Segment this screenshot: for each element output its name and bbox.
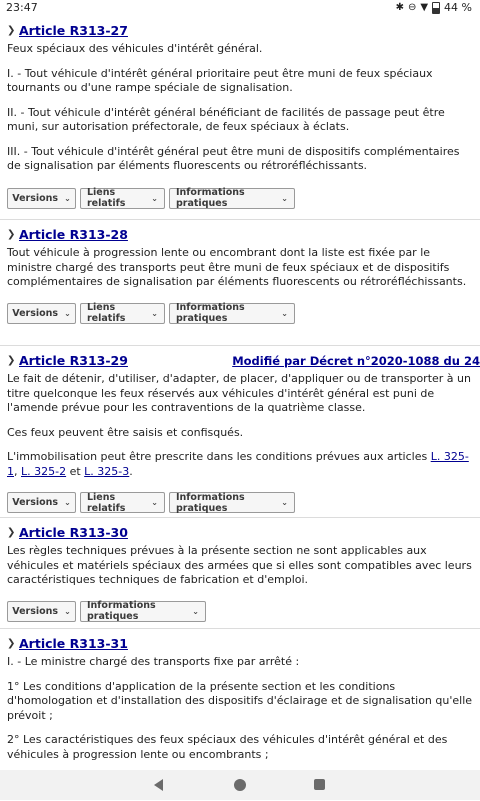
article-r313-27 bbox=[0, 16, 480, 220]
liens-relatifs-button[interactable]: Liens relatifs ⌄ bbox=[80, 188, 165, 209]
status-bar bbox=[0, 0, 480, 16]
article-paragraph: Les règles techniques prévues à la présente section ne sont applicables aux véhicules et matériels spéciaux des armées que si elles sont compatibles avec leurs caractéristiques techniques de fabrication et d'emploi. bbox=[7, 544, 472, 586]
article-actions bbox=[7, 492, 480, 513]
article-paragraph: Le fait de détenir, d'utiliser, d'adapter, de placer, d'appliquer ou de transporter à un titre quelconque les feux réservés aux véhicules d'intérêt général est puni de l'amende prévue pour les contraventions de la quatrième classe. bbox=[7, 372, 471, 414]
chevron-down-icon: ⌄ bbox=[151, 498, 158, 507]
versions-button[interactable]: Versions ⌄ bbox=[7, 188, 76, 209]
battery-level: 44 % bbox=[444, 1, 472, 14]
article-title[interactable]: Article R313-31 bbox=[19, 636, 128, 651]
informations-pratiques-button[interactable]: Informations pratiques ⌄ bbox=[169, 492, 295, 513]
article-r313-29 bbox=[0, 346, 480, 518]
informations-pratiques-button[interactable]: Informations pratiques ⌄ bbox=[169, 303, 295, 324]
article-header bbox=[7, 629, 480, 651]
versions-button[interactable]: Versions ⌄ bbox=[7, 492, 76, 513]
liens-relatifs-button[interactable]: Liens relatifs ⌄ bbox=[80, 492, 165, 513]
chevron-down-icon: ⌄ bbox=[64, 606, 71, 616]
wifi-icon: ▼ bbox=[420, 1, 429, 13]
chevron-down-icon: ⌄ bbox=[281, 498, 288, 507]
informations-pratiques-button[interactable]: Informations pratiques ⌄ bbox=[80, 601, 206, 622]
article-paragraph: III. - Tout véhicule d'intérêt général peut être muni de dispositifs complémentaires de signalisation par éléments fluorescents ou rétroréfléchissants. bbox=[7, 144, 460, 172]
article-title[interactable]: Article R313-28 bbox=[19, 227, 128, 242]
article-paragraph: 1° Les conditions d'application de la présente section et les conditions d'homologation et d'installation des dispositifs d'éclairage et de signalisation qu'elle prévoit ; bbox=[7, 679, 473, 722]
article-header bbox=[7, 518, 480, 540]
article-paragraph: Feux spéciaux des véhicules d'intérêt général. bbox=[7, 42, 263, 55]
article-actions bbox=[7, 188, 480, 209]
article-paragraph: L'immobilisation peut être prescrite dans les conditions prévues aux articles L. 325-1, L. 325-2 et L. 325-3. bbox=[7, 450, 469, 478]
article-header bbox=[7, 16, 480, 38]
article-paragraph: I. - Le ministre chargé des transports fixe par arrêté : bbox=[7, 655, 300, 668]
chevron-down-icon: ⌄ bbox=[151, 308, 158, 318]
article-title[interactable]: Article R313-29 bbox=[19, 353, 128, 368]
chevron-down-icon: ⌄ bbox=[64, 308, 71, 318]
article-paragraph: II. - Tout véhicule d'intérêt général bénéficiant de facilités de passage peut être muni, sur autorisation préfectorale, de feux spéciaux à éclats. bbox=[7, 105, 445, 133]
versions-button[interactable]: Versions ⌄ bbox=[7, 601, 76, 622]
do-not-disturb-icon: ⊖ bbox=[407, 1, 417, 13]
navigation-bar bbox=[0, 770, 480, 800]
home-icon[interactable] bbox=[234, 779, 246, 791]
chevron-down-icon: ⌄ bbox=[151, 193, 158, 203]
article-r313-28 bbox=[0, 220, 480, 346]
versions-button[interactable]: Versions ⌄ bbox=[7, 303, 76, 324]
article-r313-30 bbox=[0, 518, 480, 629]
article-title[interactable]: Article R313-30 bbox=[19, 525, 128, 540]
chevron-right-icon[interactable]: ❯ bbox=[7, 638, 16, 649]
article-header bbox=[7, 346, 480, 368]
status-icons bbox=[396, 1, 472, 14]
status-time: 23:47 bbox=[6, 1, 38, 14]
liens-relatifs-button[interactable]: Liens relatifs ⌄ bbox=[80, 303, 165, 324]
chevron-down-icon: ⌄ bbox=[281, 308, 288, 318]
chevron-right-icon[interactable]: ❯ bbox=[7, 229, 16, 240]
chevron-right-icon[interactable]: ❯ bbox=[7, 355, 16, 366]
article-paragraph: I. - Tout véhicule d'intérêt général prioritaire peut être muni de feux spéciaux tournants ou d'une rampe spéciale de signalisation. bbox=[7, 66, 433, 94]
link-l325-3[interactable]: L. 325-3 bbox=[84, 464, 130, 478]
chevron-right-icon[interactable]: ❯ bbox=[7, 25, 16, 36]
article-paragraph: Tout véhicule à progression lente ou encombrant dont la liste est fixée par le ministre chargé des transports peut être muni de feux spéciaux et de dispositifs complémentaires de signalisation par éléments fluorescents ou rétroréfléchissants. bbox=[7, 246, 467, 288]
chevron-right-icon[interactable]: ❯ bbox=[7, 527, 16, 538]
chevron-down-icon: ⌄ bbox=[192, 606, 199, 616]
chevron-down-icon: ⌄ bbox=[64, 193, 71, 203]
link-l325-1[interactable]: L. 325-1 bbox=[7, 450, 469, 478]
battery-icon bbox=[432, 2, 440, 14]
article-paragraph: 2° Les caractéristiques des feux spéciaux des véhicules d'intérêt général et des véhicules à progression lente ou encombrants ; bbox=[7, 733, 448, 761]
article-title[interactable]: Article R313-27 bbox=[19, 23, 128, 38]
modified-by-link[interactable]: Modifié par Décret n°2020-1088 du 24 bbox=[232, 354, 480, 368]
article-actions bbox=[7, 601, 480, 622]
chevron-down-icon: ⌄ bbox=[64, 498, 71, 507]
recent-apps-icon[interactable] bbox=[314, 779, 325, 790]
article-list[interactable] bbox=[0, 16, 480, 770]
article-actions bbox=[7, 303, 480, 324]
chevron-down-icon: ⌄ bbox=[281, 193, 288, 203]
article-header bbox=[7, 220, 480, 242]
bluetooth-icon: ✱ bbox=[395, 1, 404, 13]
link-l325-2[interactable]: L. 325-2 bbox=[21, 464, 67, 478]
informations-pratiques-button[interactable]: Informations pratiques ⌄ bbox=[169, 188, 295, 209]
back-icon[interactable] bbox=[154, 779, 163, 791]
article-paragraph: Ces feux peuvent être saisis et confisqués. bbox=[7, 425, 244, 439]
